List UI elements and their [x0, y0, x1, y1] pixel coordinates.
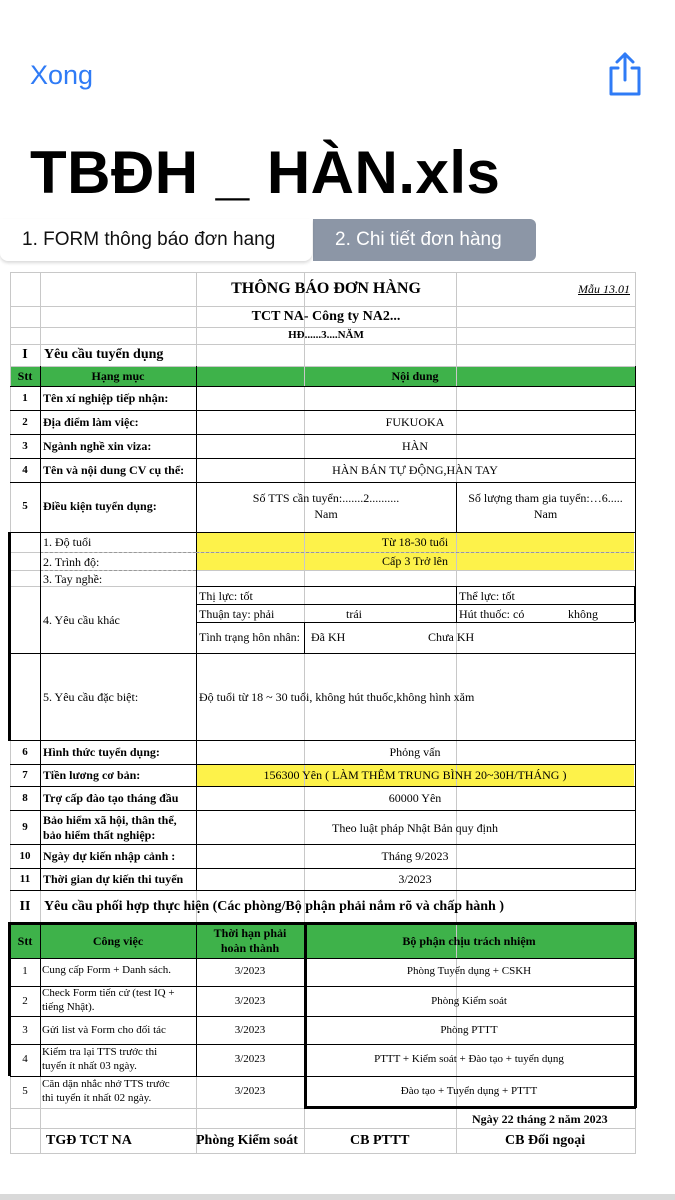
row-label-line2: bảo hiểm thất nghiệp: [43, 828, 156, 842]
needed-count[interactable]: Số TTS cần tuyển:.......2.......... [252, 491, 400, 505]
task-deadline[interactable]: 3/2023 [234, 965, 266, 977]
col-stt: Stt [17, 369, 33, 383]
signature-pttt: CB PTTT [350, 1133, 410, 1148]
task-text-line2[interactable]: thi tuyển ít nhất 02 ngày. [42, 1092, 152, 1104]
task-text[interactable]: Gửi list và Form cho đối tác [42, 1024, 166, 1036]
task-deadline[interactable]: 3/2023 [234, 1085, 266, 1097]
task-deadline[interactable]: 3/2023 [234, 1024, 266, 1036]
task-text-line2[interactable]: tuyển ít nhất 03 ngày. [42, 1060, 137, 1072]
sheet-tabs [0, 219, 675, 261]
spreadsheet[interactable] [8, 270, 636, 1154]
task-text-line1[interactable]: Căn dặn nhắc nhở TTS trước [42, 1078, 170, 1090]
row-stt: 7 [22, 769, 28, 781]
tab-form-thong-bao[interactable]: 1. FORM thông báo đơn hang [0, 219, 312, 261]
task-stt: 3 [22, 1024, 28, 1036]
date-line: Ngày 22 tháng 2 năm 2023 [472, 1112, 608, 1126]
company-name: TCT NA- Công ty NA2... [251, 309, 401, 324]
row-stt: 8 [22, 792, 28, 804]
row-label: Tiền lương cơ bản: [43, 768, 141, 782]
task-dept[interactable]: Phòng Tuyển dụng + CSKH [406, 965, 532, 977]
task-text[interactable]: Cung cấp Form + Danh sách. [42, 964, 172, 976]
row-value[interactable]: Tháng 9/2023 [381, 849, 449, 863]
special-label: 5. Yêu cầu đặc biệt: [43, 690, 139, 704]
row-value[interactable]: 156300 Yên ( LÀM THÊM TRUNG BÌNH 20~30H/THÁNG ) [263, 768, 567, 782]
task-stt: 5 [22, 1085, 28, 1097]
row-value[interactable]: FUKUOKA [385, 415, 445, 429]
row-label: Điều kiện tuyển dụng: [43, 499, 157, 513]
task-text-line1[interactable]: Kiểm tra lại TTS trước thi [42, 1046, 158, 1058]
edu-label: 2. Trình độ: [43, 555, 100, 569]
row-value[interactable]: Phỏng vấn [389, 745, 441, 759]
marital-label: Tình trạng hôn nhân: [199, 630, 300, 644]
age-label: 1. Độ tuổi [43, 535, 92, 549]
col-content: Nội dung [391, 369, 439, 383]
task-dept[interactable]: PTTT + Kiểm soát + Đào tạo + tuyển dụng [374, 1053, 564, 1065]
done-button[interactable]: Xong [30, 60, 94, 90]
signature-doi-ngoai: CB Đối ngoại [505, 1133, 586, 1148]
task-text-line2[interactable]: tiếng Nhật). [42, 1001, 95, 1013]
bottom-divider [0, 1194, 675, 1200]
special-value[interactable]: Độ tuổi từ 18 ~ 30 tuổi, không hút thuốc,không hình xăm [199, 690, 475, 704]
row-stt: 1 [22, 392, 28, 404]
row-stt: 11 [19, 873, 31, 885]
form-code: Mẫu 13.01 [578, 282, 630, 296]
skill-label: 3. Tay nghề: [43, 572, 103, 586]
sheet-title: THÔNG BÁO ĐƠN HÀNG [231, 280, 421, 297]
section-2-title: Yêu cầu phối hợp thực hiện (Các phòng/Bộ phận phải nắm rõ và chấp hành ) [44, 899, 504, 914]
join-gender[interactable]: Nam [533, 507, 558, 521]
edu-value[interactable]: Cấp 3 Trở lên [381, 554, 449, 568]
row-stt: 2 [22, 416, 28, 428]
task-dept[interactable]: Phòng Kiểm soát [431, 995, 507, 1007]
join-count[interactable]: Số lượng tham gia tuyển:…6..... [468, 491, 623, 505]
smoking-no[interactable]: không [568, 607, 598, 621]
task-dept[interactable]: Phòng PTTT [440, 1024, 498, 1036]
row-value[interactable]: HÀN BÁN TỰ ĐỘNG,HÀN TAY [332, 463, 498, 477]
row-stt: 9 [22, 821, 28, 833]
col2-deadline-line1: Thời hạn phải [213, 926, 287, 940]
signature-tgd: TGĐ TCT NA [46, 1133, 132, 1148]
tab-chi-tiet-don-hang[interactable]: 2. Chi tiết đơn hàng [313, 219, 536, 261]
row-label: Ngành nghề xin viza: [43, 439, 152, 453]
row-label: Địa điểm làm việc: [43, 415, 139, 429]
row-value[interactable]: 60000 Yên [388, 791, 442, 805]
task-stt: 4 [22, 1053, 28, 1065]
smoking[interactable]: Hút thuốc: có [459, 607, 525, 621]
col2-task: Công việc [92, 934, 144, 948]
row-value[interactable]: HÀN [402, 439, 428, 453]
task-dept[interactable]: Đào tạo + Tuyển dụng + PTTT [400, 1085, 538, 1097]
row-stt: 4 [22, 464, 28, 476]
section-1-number: I [22, 347, 28, 362]
task-stt: 2 [22, 995, 28, 1007]
contract-line: HĐ......3....NĂM [288, 329, 364, 341]
marital-married[interactable]: Đã KH [311, 630, 346, 644]
row-stt: 5 [22, 500, 28, 512]
row-stt: 6 [22, 746, 28, 758]
col2-stt: Stt [17, 934, 33, 948]
eyesight[interactable]: Thị lực: tốt [199, 589, 253, 603]
row-label: Tên và nội dung CV cụ thể: [43, 463, 185, 477]
row-value[interactable]: 3/2023 [398, 872, 432, 886]
col2-dept: Bộ phận chịu trách nhiệm [402, 934, 536, 948]
file-title: TBĐH _ HÀN.xls [30, 139, 501, 206]
fitness[interactable]: Thể lực: tốt [459, 589, 515, 603]
row-label-line1: Bảo hiểm xã hội, thân thể, [43, 813, 177, 827]
row-label: Ngày dự kiến nhập cảnh : [43, 849, 176, 863]
marital-single[interactable]: Chưa KH [428, 630, 475, 644]
task-deadline[interactable]: 3/2023 [234, 995, 266, 1007]
signature-kiem-soat: Phòng Kiểm soát [196, 1133, 298, 1148]
row-label: Hình thức tuyển dụng: [43, 745, 160, 759]
handedness-left[interactable]: trái [346, 607, 362, 621]
row-value[interactable]: Theo luật pháp Nhật Bản quy định [332, 821, 498, 835]
task-stt: 1 [22, 965, 28, 977]
task-deadline[interactable]: 3/2023 [234, 1053, 266, 1065]
row-stt: 3 [22, 440, 28, 452]
col2-deadline-line2: hoàn thành [220, 941, 280, 955]
task-text-line1[interactable]: Check Form tiến cử (test IQ + [42, 987, 175, 999]
age-value[interactable]: Từ 18-30 tuổi [381, 535, 449, 549]
other-label: 4. Yêu cầu khác [43, 613, 120, 627]
share-icon[interactable] [605, 50, 645, 98]
row-stt: 10 [19, 850, 31, 862]
row-label: Thời gian dự kiến thi tuyển [43, 872, 184, 886]
row-label: Tên xí nghiệp tiếp nhận: [43, 391, 169, 405]
handedness[interactable]: Thuận tay: phải [199, 607, 275, 621]
section-2-number: II [19, 899, 31, 914]
row-label: Trợ cấp đào tạo tháng đầu [43, 791, 179, 805]
col-item: Hạng mục [91, 369, 145, 383]
section-1-title: Yêu cầu tuyển dụng [44, 347, 164, 362]
needed-gender[interactable]: Nam [314, 507, 338, 521]
